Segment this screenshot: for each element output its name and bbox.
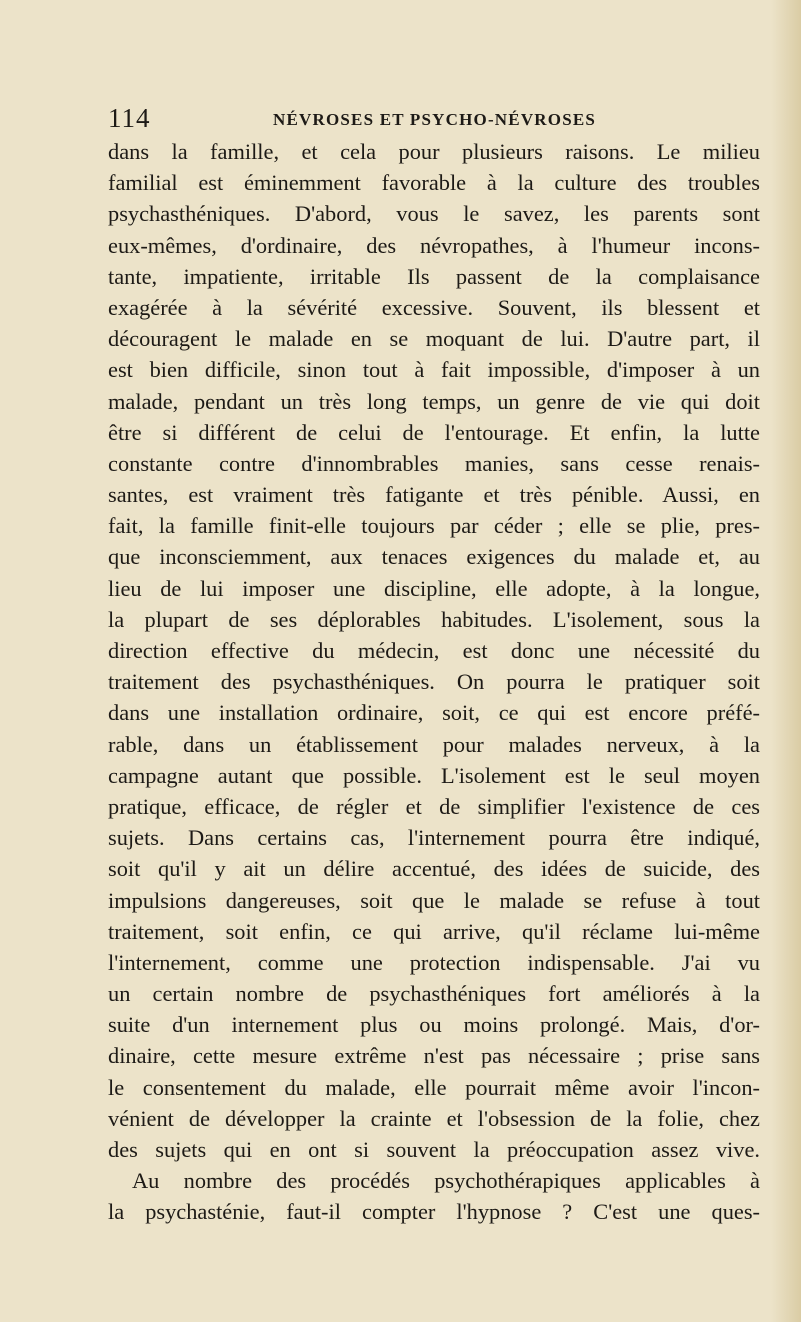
page-header [108,100,760,136]
text-line: dans une installation ordinaire, soit, ce qui est encore préfé- [108,700,760,726]
text-line: lieu de lui imposer une discipline, elle adopte, à la longue, [108,575,760,601]
text-line: est bien difficile, sinon tout à fait impossible, d'imposer à un [108,357,760,383]
text-line: direction effective du médecin, est donc une nécessité du [108,638,760,663]
text-line: campagne autant que possible. L'isolement est le seul moyen [108,762,760,788]
text-line: la psychasténie, faut-il compter l'hypnose ? C'est une ques- [108,1199,760,1225]
text-line: dinaire, cette mesure extrême n'est pas nécessaire ; prise sans [108,1043,760,1069]
text-line: être si différent de celui de l'entourage. Et enfin, la lutte [108,419,760,445]
text-line: soit qu'il y ait un délire accentué, des idées de suicide, des [108,856,760,882]
text-line: malade, pendant un très long temps, un genre de vie qui doit [108,388,760,414]
page-number: 114 [108,103,151,133]
text-line: le consentement du malade, elle pourrait même avoir l'incon- [108,1074,760,1100]
text-line: familial est éminemment favorable à la culture des troubles [108,170,760,196]
running-head: NÉVROSES ET PSYCHO-NÉVROSES [273,110,597,129]
body-text [108,136,760,1228]
text-line: constante contre d'innombrables manies, sans cesse renais- [108,450,760,476]
text-line: l'internement, comme une protection indispensable. J'ai vu [108,949,760,975]
text-line: sujets. Dans certains cas, l'internement pourra être indiqué, [108,825,760,851]
text-line: eux-mêmes, d'ordinaire, des névropathes, à l'humeur incons- [108,232,760,258]
text-line: tante, impatiente, irritable Ils passent de la complaisance [108,263,760,289]
text-line: traitement, soit enfin, ce qui arrive, qu'il réclame lui-même [108,918,760,944]
text-line: que inconsciemment, aux tenaces exigences du malade et, au [108,544,760,570]
text-line: fait, la famille finit-elle toujours par céder ; elle se plie, pres- [108,513,760,539]
text-line: psychasthéniques. D'abord, vous le savez, les parents sont [108,201,760,227]
text-line: découragent le malade en se moquant de lui. D'autre part, il [108,326,760,352]
text-line: des sujets qui en ont si souvent la préoccupation assez vive. [108,1137,760,1162]
text-line: la plupart de ses déplorables habitudes. L'isolement, sous la [108,606,760,632]
text-line: impulsions dangereuses, soit que le malade se refuse à tout [108,887,760,913]
text-line: pratique, efficace, de régler et de simplifier l'existence de ces [108,793,760,819]
text-line: exagérée à la sévérité excessive. Souvent, ils blessent et [108,294,760,320]
page-edge-shading [771,0,801,1322]
text-line: rable, dans un établissement pour malades nerveux, à la [108,731,760,757]
text-line: un certain nombre de psychasthéniques fort améliorés à la [108,981,760,1007]
text-line: santes, est vraiment très fatigante et très pénible. Aussi, en [108,482,760,508]
paragraph-start-line: Au nombre des procédés psychothérapiques applicables à [132,1168,760,1194]
text-line: suite d'un internement plus ou moins prolongé. Mais, d'or- [108,1012,760,1038]
text-line: dans la famille, et cela pour plusieurs raisons. Le milieu [108,139,760,164]
text-line: vénient de développer la crainte et l'obsession de la folie, chez [108,1105,760,1131]
text-line: traitement des psychasthéniques. On pourra le pratiquer soit [108,669,760,695]
